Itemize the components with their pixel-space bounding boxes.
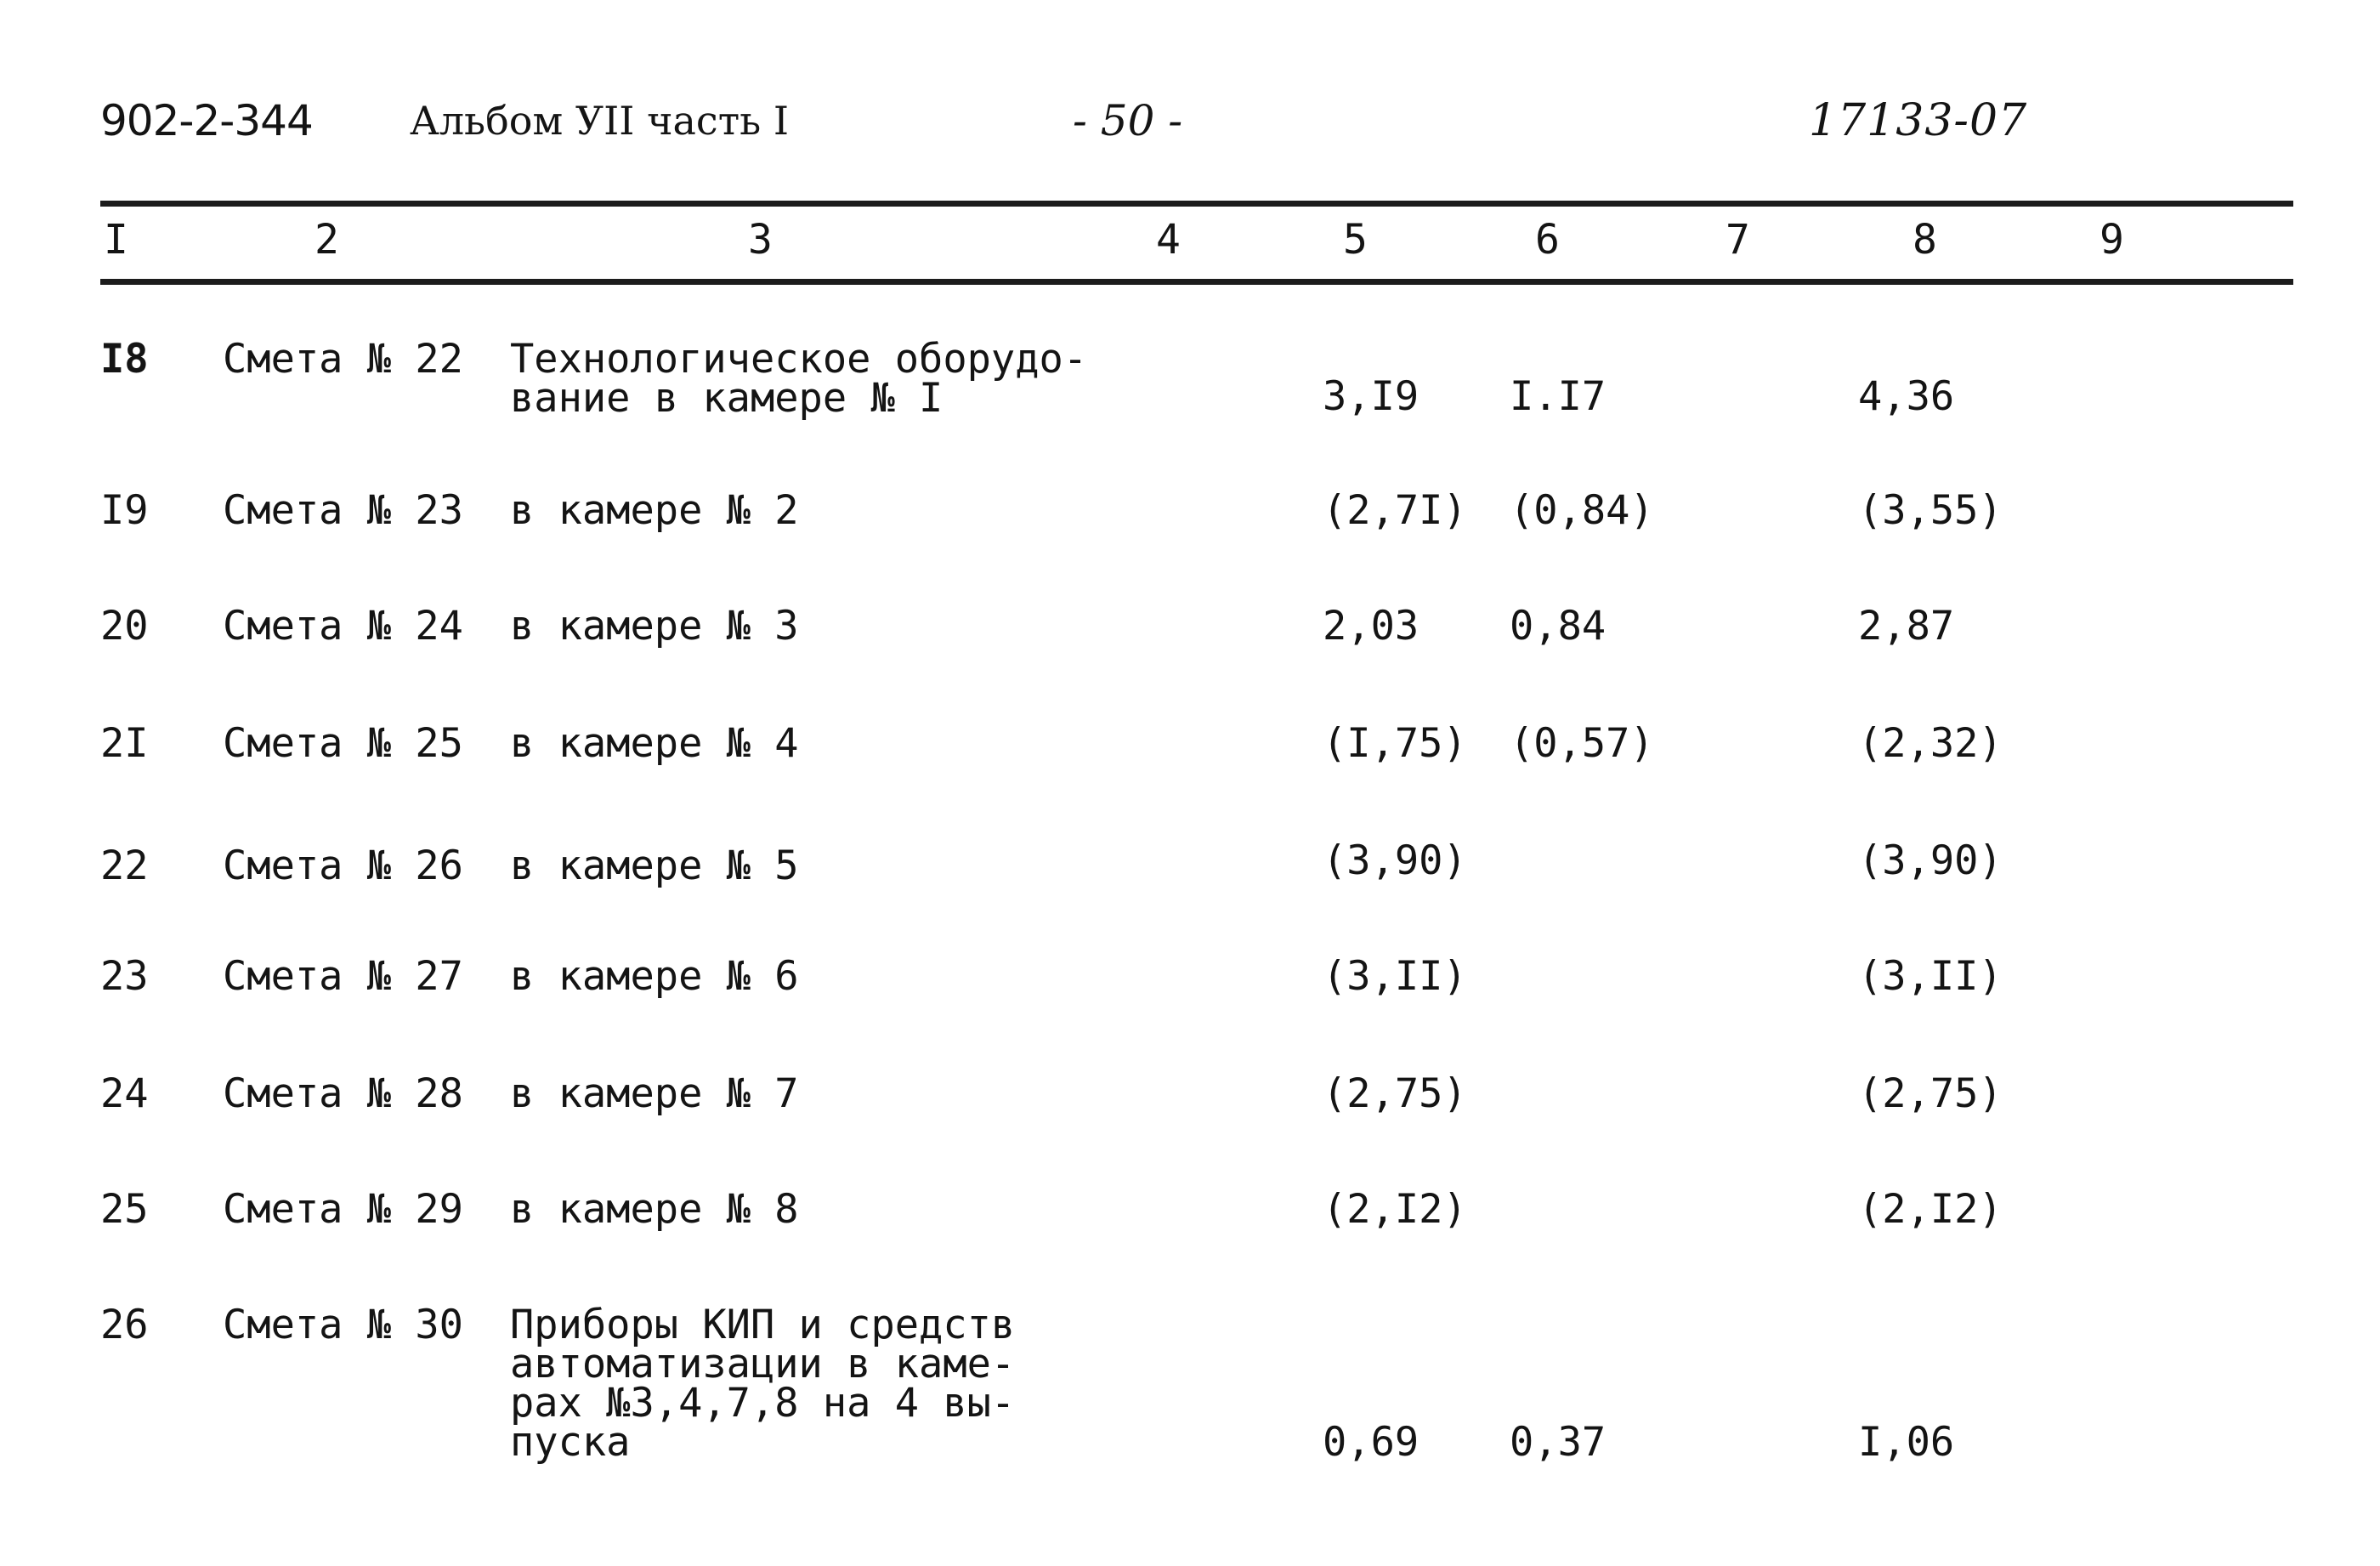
value-col6: (0,84) (1510, 487, 1654, 534)
row-number: 23 (100, 953, 149, 1000)
row-number: I9 (100, 487, 149, 534)
item-description: в камере № 7 (510, 1070, 799, 1117)
value-col8: I,06 (1858, 1419, 1955, 1466)
column-number-9: 9 (2100, 216, 2124, 264)
item-description: в камере № 2 (510, 487, 799, 534)
value-col6: (0,57) (1510, 720, 1654, 767)
column-number-2: 2 (314, 216, 339, 264)
row-number: 2I (100, 720, 149, 767)
doc-code: 17133-07 (1809, 95, 2028, 146)
value-col8: (3,II) (1858, 953, 2003, 1000)
value-col8: 2,87 (1858, 603, 1955, 650)
column-number-6: 6 (1535, 216, 1560, 264)
item-description: Технологическое оборудо-вание в камере № I (510, 336, 1088, 422)
value-col8: (2,75) (1858, 1070, 2003, 1117)
value-col8: 4,36 (1858, 373, 1955, 420)
column-number-8: 8 (1912, 216, 1937, 264)
item-description: в камере № 4 (510, 720, 799, 767)
table-header-rule (100, 279, 2293, 285)
row-number: 20 (100, 603, 149, 650)
value-col5: 2,03 (1323, 603, 1420, 650)
column-number-5: 5 (1343, 216, 1368, 264)
column-number-1: I (104, 216, 128, 264)
row-number: 26 (100, 1302, 149, 1348)
row-number: 24 (100, 1070, 149, 1117)
value-col6: I.I7 (1510, 373, 1606, 420)
value-col5: 0,69 (1323, 1419, 1420, 1466)
value-col5: (3,II) (1323, 953, 1467, 1000)
page-number: - 50 - (1073, 96, 1183, 145)
estimate-label: Смета № 26 (223, 843, 463, 889)
row-number: I8 (100, 336, 149, 383)
value-col6: 0,84 (1510, 603, 1606, 650)
estimate-label: Смета № 30 (223, 1302, 463, 1348)
value-col8: (2,I2) (1858, 1186, 2003, 1233)
column-number-4: 4 (1156, 216, 1181, 264)
item-description: в камере № 6 (510, 953, 799, 1000)
album-title: Альбом УII часть I (410, 98, 789, 144)
value-col5: (2,7I) (1323, 487, 1467, 534)
column-number-3: 3 (748, 216, 773, 264)
estimate-label: Смета № 24 (223, 603, 463, 650)
item-description: Приборы КИП и средств автоматизации в каме-рах №3,4,7,8 на 4 вы-пуска (510, 1302, 1016, 1466)
item-description: в камере № 5 (510, 843, 799, 889)
estimate-label: Смета № 28 (223, 1070, 463, 1117)
row-number: 25 (100, 1186, 149, 1233)
value-col5: (I,75) (1323, 720, 1467, 767)
value-col8: (2,32) (1858, 720, 2003, 767)
estimate-label: Смета № 29 (223, 1186, 463, 1233)
value-col8: (3,90) (1858, 837, 2003, 884)
value-col5: (3,90) (1323, 837, 1467, 884)
value-col5: (2,75) (1323, 1070, 1467, 1117)
item-description: в камере № 8 (510, 1186, 799, 1233)
estimate-label: Смета № 22 (223, 336, 463, 383)
table-top-rule (100, 201, 2293, 207)
doc-number: 902-2-344 (100, 96, 313, 145)
value-col6: 0,37 (1510, 1419, 1606, 1466)
value-col5: 3,I9 (1323, 373, 1420, 420)
row-number: 22 (100, 843, 149, 889)
estimate-label: Смета № 27 (223, 953, 463, 1000)
item-description: в камере № 3 (510, 603, 799, 650)
value-col5: (2,I2) (1323, 1186, 1467, 1233)
value-col8: (3,55) (1858, 487, 2003, 534)
estimate-label: Смета № 25 (223, 720, 463, 767)
estimate-label: Смета № 23 (223, 487, 463, 534)
column-number-7: 7 (1726, 216, 1750, 264)
